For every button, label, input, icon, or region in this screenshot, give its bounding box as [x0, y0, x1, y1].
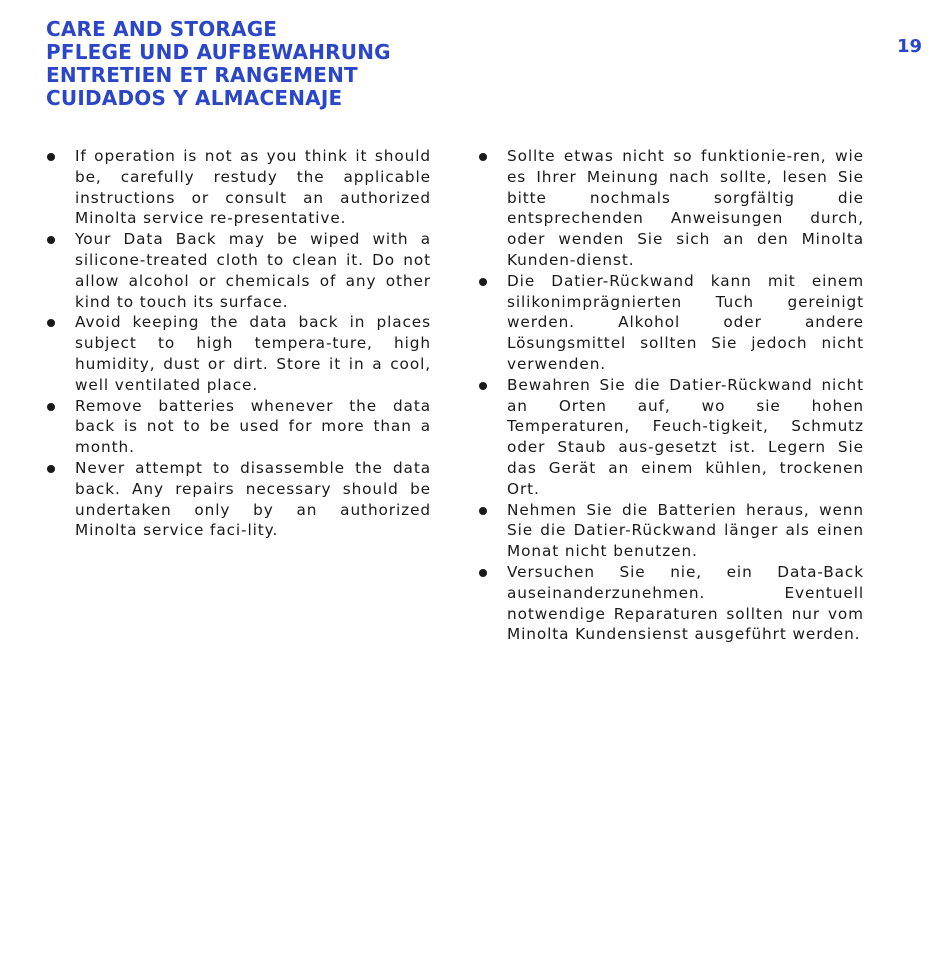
- bullet-icon: [47, 319, 55, 327]
- bullet-icon: [479, 382, 487, 390]
- list-item-text: Your Data Back may be wiped with a silicone-treated cloth to clean it. Do not allow alcohol or chemicals of any other kind to touch its surface.: [75, 230, 431, 311]
- bullet-icon: [479, 569, 487, 577]
- list-item: [46, 146, 431, 229]
- list-item: [478, 500, 864, 562]
- bullet-icon: [47, 465, 55, 473]
- list-item-text: Bewahren Sie die Datier-Rückwand nicht an Orten auf, wo sie hohen Temperaturen, Feuch-tigkeit, Schmutz oder Staub aus-gesetzt ist. Legern Sie das Gerät an einem kühlen, trockenen Ort.: [507, 375, 864, 498]
- heading-line-french: ENTRETIEN ET RANGEMENT: [46, 63, 358, 87]
- list-item-text: If operation is not as you think it should be, carefully restudy the applicable instructions or consult an authorized Minolta service re-presentative.: [75, 147, 431, 228]
- bullet-icon: [47, 403, 55, 411]
- list-item-text: Never attempt to disassemble the data back. Any repairs necessary should be undertaken only by an authorized Minolta service faci-lity.: [75, 458, 431, 540]
- bullet-icon: [479, 278, 487, 286]
- list-item-text: Avoid keeping the data back in places subject to high tempera-ture, high humidity, dust or dirt. Store it in a cool, well ventilated place.: [75, 313, 431, 394]
- list-item: [478, 375, 864, 500]
- heading-line-spanish: CUIDADOS Y ALMACENAJE: [46, 86, 343, 110]
- page-number: 19: [897, 36, 923, 57]
- heading-line-english: CARE AND STORAGE: [46, 17, 278, 41]
- section-heading: [46, 18, 391, 110]
- bullet-icon: [479, 153, 487, 161]
- english-column: [46, 146, 431, 541]
- heading-line-german: PFLEGE UND AUFBEWAHRUNG: [46, 40, 391, 64]
- list-item: [46, 312, 431, 395]
- list-item: [478, 146, 864, 271]
- list-item-text: Remove batteries whenever the data back is not to be used for more than a month.: [75, 396, 431, 457]
- list-item-text: Versuchen Sie nie, ein Data-Back auseinanderzunehmen. Eventuell notwendige Reparaturen sollten nur vom Minolta Kundensienst ausgeführt werden.: [507, 562, 864, 644]
- bullet-icon: [47, 153, 55, 161]
- list-item: [478, 271, 864, 375]
- bullet-icon: [479, 507, 487, 515]
- german-column: [478, 146, 864, 645]
- list-item: [478, 562, 864, 645]
- list-item: [46, 458, 431, 541]
- bullet-icon: [47, 236, 55, 244]
- list-item: [46, 396, 431, 458]
- list-item-text: Nehmen Sie die Batterien heraus, wenn Sie die Datier-Rückwand länger als einen Monat nicht benutzen.: [507, 500, 864, 561]
- list-item-text: Die Datier-Rückwand kann mit einem silikonimprägnierten Tuch gereinigt werden. Alkohol oder andere Lösungsmittel sollten Sie jedoch nicht verwenden.: [507, 271, 864, 373]
- list-item: [46, 229, 431, 312]
- list-item-text: Sollte etwas nicht so funktionie-ren, wie es Ihrer Meinung nach sollte, lesen Sie bitte nochmals sorgfältig die entsprechenden Anweisungen durch, oder wenden Sie sich an den Minolta Kunden-dienst.: [507, 147, 864, 269]
